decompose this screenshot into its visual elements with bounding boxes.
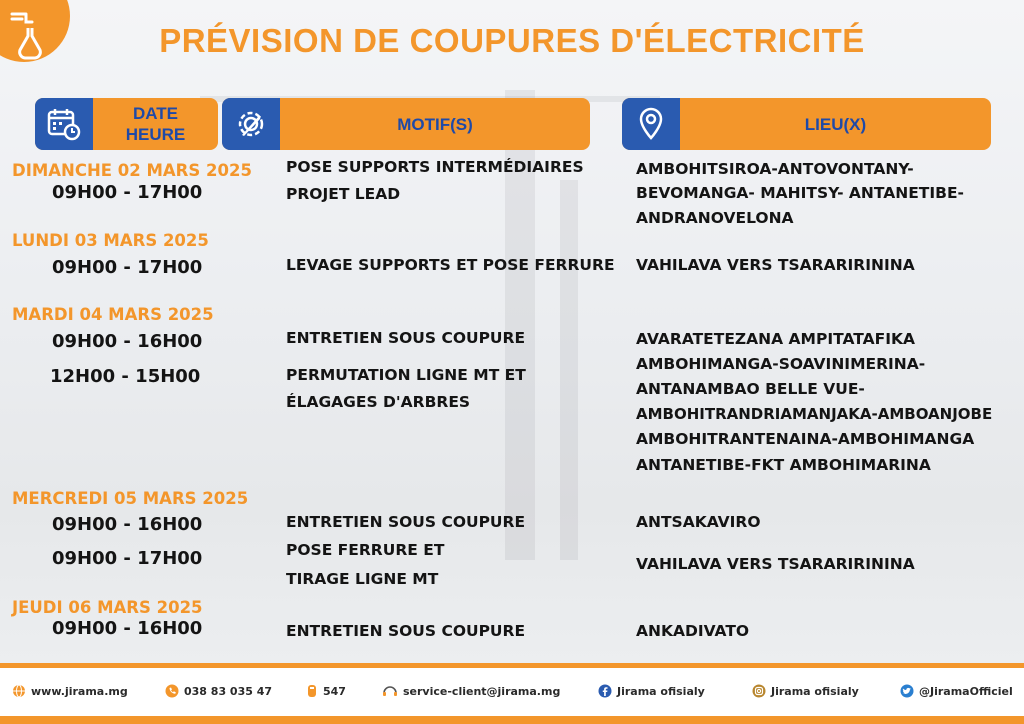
lieu-text: ANTANETIBE-FKT AMBOHIMARINA [636,456,931,474]
background-pole-2 [560,180,578,560]
motif-text: ENTRETIEN SOUS COUPURE [286,513,526,531]
footer-website[interactable] [12,684,128,698]
footer-instagram[interactable] [752,684,859,698]
header-date [35,98,218,150]
header-date-label: DATE [132,104,178,123]
twitter-icon [900,684,914,698]
footer-email[interactable] [382,684,560,698]
day-label: MARDI 04 MARS 2025 [12,305,214,324]
motif-text: ÉLAGAGES D'ARBRES [286,393,471,411]
footer-facebook-text: Jirama ofisialy [617,684,705,698]
globe-icon [12,684,26,698]
lieu-text: VAHILAVA VERS TSARARIRININA [636,256,915,274]
lieu-text: VAHILAVA VERS TSARARIRININA [636,555,915,573]
hour-range: 12H00 - 15H00 [50,366,201,387]
day-label: MERCREDI 05 MARS 2025 [12,489,249,508]
lieu-text: ANTSAKAVIRO [636,513,761,531]
footer-facebook[interactable] [598,684,705,698]
phone-icon [165,684,179,698]
footer-instagram-text: Jirama ofisialy [771,684,859,698]
day-label: DIMANCHE 02 MARS 2025 [12,161,252,180]
lieu-text: ANKADIVATO [636,622,750,640]
lieu-text: BEVOMANGA- MAHITSY- ANTANETIBE- [636,184,964,202]
location-pin-icon [636,106,666,142]
footer [0,663,1024,724]
facebook-icon [598,684,612,698]
lieu-text: AVARATETEZANA AMPITATAFIKA [636,330,915,348]
lieu-text: AMBOHITRANDRIAMANJAKA-AMBOANJOBE [636,405,993,423]
motif-text: POSE FERRURE ET [286,541,445,559]
motif-text: PROJET LEAD [286,185,401,203]
hour-range: 09H00 - 16H00 [52,618,203,639]
calendar-clock-icon [46,106,82,142]
lieu-text: AMBOHITRANTENAINA-AMBOHIMANGA [636,430,975,448]
lieu-text: ANTANAMBAO BELLE VUE- [636,380,865,398]
header-motif-label: MOTIF(S) [397,114,473,134]
lieu-text: AMBOHITSIROA-ANTOVONTANY- [636,160,914,178]
hour-range: 09H00 - 17H00 [52,182,203,203]
day-label: LUNDI 03 MARS 2025 [12,231,209,250]
handset-icon [306,684,318,698]
lieu-text: ANDRANOVELONA [636,209,794,227]
motif-text: ENTRETIEN SOUS COUPURE [286,622,526,640]
footer-phone-text: 038 83 035 47 [184,684,273,698]
motif-text: POSE SUPPORTS INTERMÉDIAIRES [286,158,584,176]
header-lieu-label: LIEU(X) [804,114,867,134]
footer-phone[interactable] [165,684,272,698]
hour-range: 09H00 - 17H00 [52,257,203,278]
instagram-icon [752,684,766,698]
day-label: JEUDI 06 MARS 2025 [12,598,203,617]
header-motif [222,98,590,150]
motif-text: LEVAGE SUPPORTS ET POSE FERRURE [286,256,615,274]
footer-twitter[interactable] [900,684,1013,698]
hour-range: 09H00 - 17H00 [52,548,203,569]
footer-shortcode-text: 547 [323,684,346,698]
lieu-text: AMBOHIMANGA-SOAVINIMERINA- [636,355,926,373]
footer-twitter-text: @JiramaOfficiel [919,684,1013,698]
support-headset-icon [382,684,398,698]
header-heure-label: HEURE [125,125,186,144]
motif-text: ENTRETIEN SOUS COUPURE [286,329,526,347]
hour-range: 09H00 - 16H00 [52,514,203,535]
hour-range: 09H00 - 16H00 [52,331,203,352]
footer-shortcode[interactable] [306,684,346,698]
motif-text: PERMUTATION LIGNE MT ET [286,366,526,384]
page-title: PRÉVISION DE COUPURES D'ÉLECTRICITÉ [159,22,865,59]
footer-email-text: service-client@jirama.mg [403,684,561,698]
header-lieu [622,98,991,150]
motif-text: TIRAGE LIGNE MT [286,570,439,588]
gear-wrench-icon [232,105,270,143]
footer-website-text: www.jirama.mg [31,684,128,698]
